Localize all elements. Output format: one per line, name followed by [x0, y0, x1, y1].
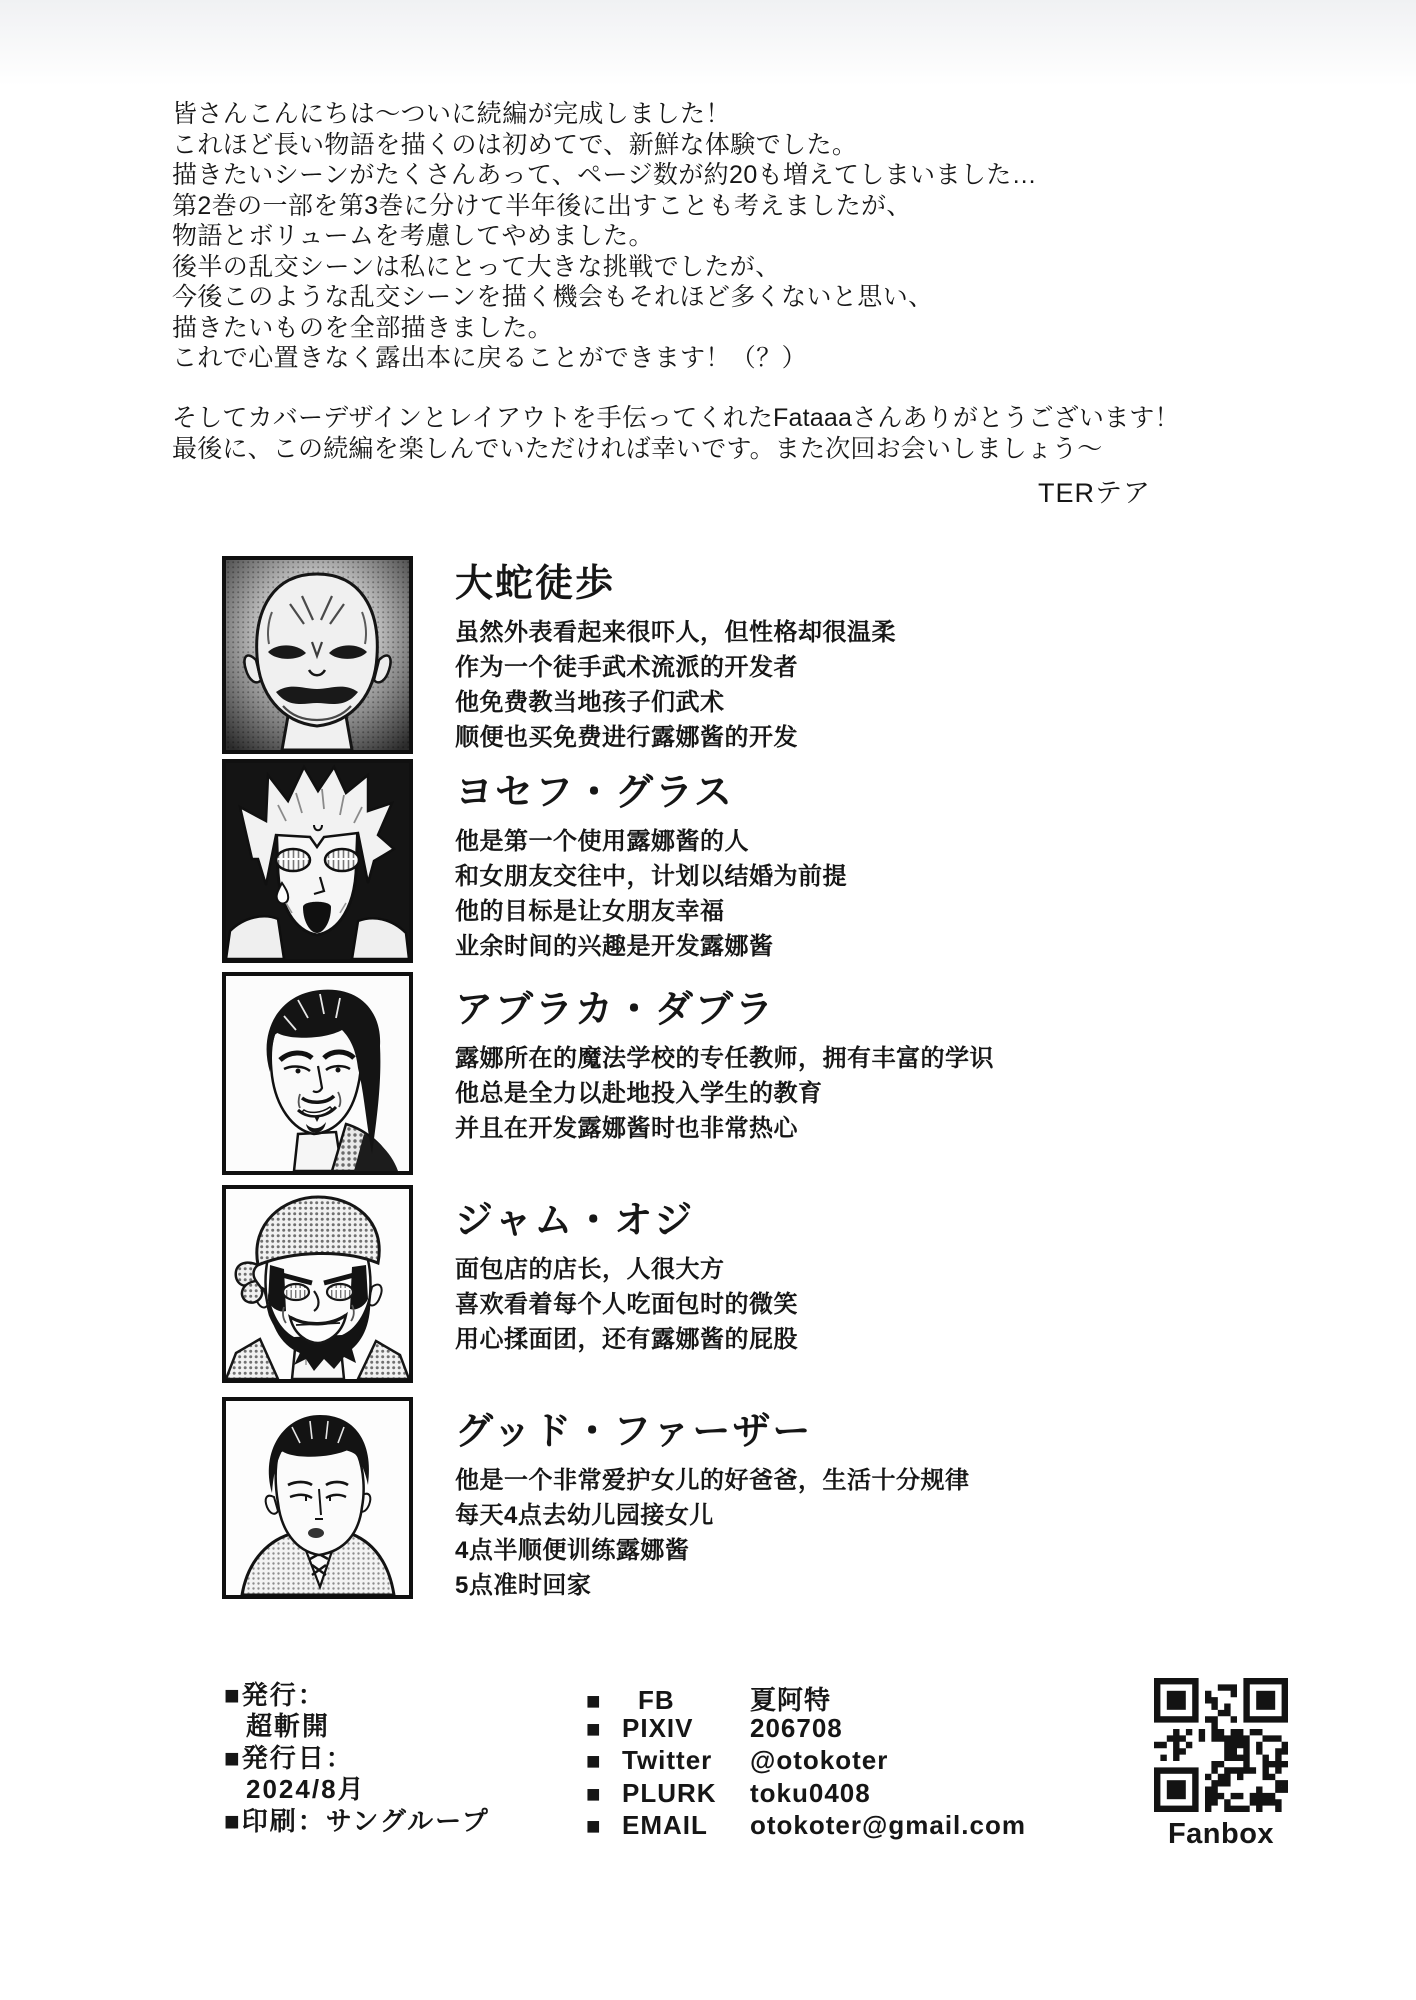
qr-finder-top-right: [1243, 1678, 1288, 1723]
printer-line: ■印刷：サングループ: [224, 1805, 490, 1836]
contact-row-pixiv: [586, 1713, 1026, 1746]
character-desc-line: 他是一个非常爱护女儿的好爸爸，生活十分规律: [455, 1467, 970, 1494]
character-name: ヨセフ・グラス: [455, 772, 734, 814]
contact-label: PLURK: [622, 1777, 717, 1808]
bullet-square-icon: ■: [586, 1813, 601, 1841]
portrait-orochi-toho: [222, 556, 413, 754]
contact-row-fb: [586, 1680, 1026, 1713]
character-desc-line: 他总是全力以赴地投入学生的教育: [455, 1080, 823, 1107]
bearded-teacher-portrait-image: [226, 976, 409, 1171]
contact-label: FB: [638, 1685, 675, 1715]
character-desc-line: 并且在开发露娜酱时也非常热心: [455, 1115, 798, 1142]
character-desc-line: 用心揉面团，还有露娜酱的屁股: [455, 1326, 798, 1353]
character-profile-jam-oji: [222, 1185, 798, 1383]
contact-value: otokoter@gmail.com: [750, 1810, 1026, 1841]
character-desc-line: 他免费教当地孩子们武术: [455, 689, 725, 716]
qr-caption: Fanbox: [1167, 1818, 1275, 1850]
character-desc-line: 他是第一个使用露娜酱的人: [455, 828, 749, 855]
afterword-line: 後半の乱交シーンは私にとって大きな挑戦でしたが、: [172, 252, 781, 281]
publish-date-label: ■発行日：: [224, 1742, 354, 1773]
fanbox-qr: [1150, 1678, 1292, 1851]
afterword-line: 描きたいものを全部描きました。: [172, 313, 554, 342]
character-desc-line: 每天4点去幼儿园接女儿: [455, 1502, 714, 1529]
thanks-line: 最後に、この続編を楽しんでいただければ幸いです。また次回お会いしましょう～: [172, 434, 1103, 463]
publish-date: 2024/8月: [246, 1774, 366, 1805]
publisher-name: 超斬開: [246, 1711, 331, 1742]
author-signature: TERテア: [1038, 478, 1151, 508]
character-desc-line: 作为一个徒手武术流派的开发者: [455, 654, 798, 681]
qr-finder-top-left: [1154, 1678, 1199, 1723]
calm-father-portrait-image: [226, 1401, 409, 1595]
character-desc-line: 和女朋友交往中，计划以结婚为前提: [455, 863, 847, 890]
contact-row-email: [586, 1810, 1026, 1843]
afterword-line: これで心置きなく露出本に戻ることができます！（？）: [172, 344, 808, 372]
contact-value: 206708: [750, 1712, 843, 1743]
afterword-text: [172, 99, 1037, 374]
portrait-jam-oji: [222, 1185, 413, 1383]
afterword-line: 今後このような乱交シーンを描く機会もそれほど多くないと思い、: [172, 283, 934, 311]
afterword-line: これほど長い物語を描くのは初めてで、新鮮な体験でした。: [172, 130, 858, 159]
character-desc-line: 5点准时回家: [455, 1572, 592, 1599]
character-name: ジャム・オジ: [455, 1200, 695, 1242]
afterword-line: 皆さんこんにちは～ついに続編が完成しました！: [172, 100, 731, 128]
bullet-square-icon: ■: [586, 1688, 601, 1715]
character-desc-line: 业余时间的兴趣是开发露娜酱: [455, 933, 774, 960]
character-desc-line: 面包店的店长，人很大方: [455, 1256, 725, 1283]
afterword-line: 物語とボリュームを考慮してやめました。: [172, 222, 654, 250]
publisher-label: ■発行：: [224, 1680, 326, 1710]
colophon-publishing-info: [224, 1680, 490, 1837]
contact-value: toku0408: [750, 1777, 871, 1808]
qr-code-image: [1154, 1678, 1288, 1812]
thanks-text: [172, 403, 1180, 464]
character-desc-line: 露娜所在的魔法学校的专任教师，拥有丰富的学识: [455, 1045, 994, 1072]
contact-value: @otokoter: [750, 1745, 889, 1776]
contact-row-plurk: [586, 1778, 1026, 1811]
character-profile-abraca-dabra: [222, 972, 994, 1175]
bullet-square-icon: ■: [586, 1715, 601, 1743]
contact-label: EMAIL: [622, 1810, 708, 1841]
character-name: 大蛇徒歩: [455, 563, 616, 605]
bald-man-portrait-image: [226, 560, 409, 750]
portrait-abraca-dabra: [222, 972, 413, 1175]
character-profile-orochi-toho: [222, 556, 896, 755]
thanks-line: そしてカバーデザインとレイアウトを手伝ってくれたFataaaさんありがとうございます！: [172, 404, 1180, 432]
character-desc-line: 虽然外表看起来很吓人，但性格却很温柔: [455, 619, 896, 646]
contact-value: 夏阿特: [750, 1685, 832, 1715]
character-name: グッド・ファーザー: [455, 1411, 813, 1453]
contact-row-twitter: [586, 1745, 1026, 1778]
portrait-yosef-glass: [222, 759, 413, 963]
bandana-baker-portrait-image: [226, 1189, 409, 1379]
character-desc-line: 顺便也买免费进行露娜酱的开发: [455, 724, 798, 751]
shocked-man-portrait-image: [226, 763, 409, 959]
character-desc-line: 他的目标是让女朋友幸福: [455, 898, 725, 925]
character-desc-line: 4点半顺便训练露娜酱: [455, 1537, 690, 1564]
character-desc-line: 喜欢看着每个人吃面包时的微笑: [455, 1291, 798, 1318]
character-name: アブラカ・ダブラ: [455, 989, 776, 1031]
afterword-line: 描きたいシーンがたくさんあって、ページ数が約20も増えてしまいました…: [172, 161, 1038, 189]
bullet-square-icon: ■: [586, 1780, 601, 1808]
contact-list: [586, 1680, 1026, 1843]
bullet-square-icon: ■: [586, 1748, 601, 1776]
contact-label: PIXIV: [622, 1712, 694, 1743]
portrait-good-father: [222, 1397, 413, 1599]
afterword-line: 第2巻の一部を第3巻に分けて半年後に出すことも考えましたが、: [172, 191, 912, 220]
qr-finder-bottom-left: [1154, 1767, 1199, 1812]
character-profile-yosef-glass: [222, 759, 847, 964]
contact-label: Twitter: [622, 1745, 713, 1776]
character-profile-good-father: [222, 1397, 970, 1603]
